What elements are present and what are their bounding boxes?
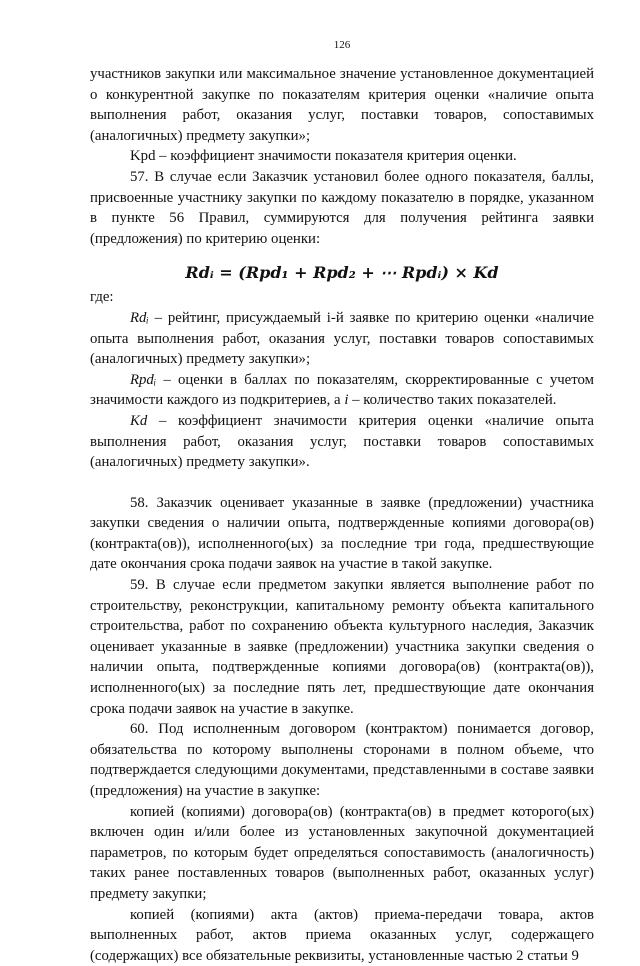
symbol-i: i [344, 392, 349, 409]
definition-rpd-text-b: – количество таких показателей. [348, 392, 557, 409]
paragraph-gap [90, 473, 594, 493]
symbol-kd: Kd [130, 412, 148, 429]
paragraph-57: 57. В случае если Заказчик установил более одного показателя, баллы, присвоенные участнику закупки по каждому показателю в порядке, указанном в пункте 56 Правил, суммируются для получения рейтинга заявки (предложения) по критерию оценки: [90, 168, 594, 247]
paragraph-60-act-copies: копией (копиями) акта (актов) приема-передачи товара, актов выполненных работ, актов приема оказанных услуг, содержащего (содержащих) все обязательные реквизиты, установленные частью 2 статьи 9 [90, 906, 594, 964]
paragraph-continuation: участников закупки или максимальное значение установленное документацией о конкурентной закупке по показателям критерия оценки «наличие опыта выполнения работ, оказания услуг, поставки товаров, сопоставимых (аналогичных) предмету закупки»; [90, 66, 594, 144]
paragraph-58: 58. Заказчик оценивает указанные в заявке (предложении) участника закупки сведения о наличии опыта, подтвержденные копиями договора(ов) (контракта(ов)), исполненного(ых) за последние три года, предшествующие дате окончания срока подачи заявок на участие в такой закупке. [90, 494, 594, 573]
definition-rpd-text-a: – оценки в баллах по показателям, скорректированные с учетом значимости каждого из подкритериев, а [90, 371, 594, 409]
definition-rd [90, 308, 594, 370]
rating-formula: Rdᵢ = (Rpd₁ + Rpd₂ + ⋯ Rpdᵢ) × Kd [185, 263, 499, 283]
paragraph-59: 59. В случае если предметом закупки является выполнение работ по строительству, реконструкции, капитальному ремонту объекта капитального строительства, работ по сохранению объекта культурного наследия, Заказчик оценивает указанные в заявке (предложении) участника закупки сведения о наличии опыта, подтвержденные копиями договора(ов) (контракта(ов)), исполненного(ых) за последние пять лет, предшествующие дате окончания срока подачи заявок на участие в закупке. [90, 577, 594, 717]
symbol-rd: Rdᵢ [130, 309, 149, 326]
definition-rpd [90, 370, 594, 411]
symbol-rpd: Rpdᵢ [130, 371, 157, 388]
definition-rd-text: – рейтинг, присуждаемый i-й заявке по критерию оценки «наличие опыта выполнения работ, оказания услуг, поставки товаров сопоставимых (аналогичных) предмету закупки»; [90, 309, 594, 368]
definition-kd-text: – коэффициент значимости критерия оценки «наличие опыта выполнения работ, оказания услуг, поставки товаров сопоставимых (аналогичных) предмету закупки». [90, 412, 594, 471]
paragraph-kpd-definition: Kpd – коэффициент значимости показателя критерия оценки. [130, 148, 517, 165]
paragraph-60-contract-copies: копией (копиями) договора(ов) (контракта(ов) в предмет которого(ых) включен один и/или более из установленных закупочной документацией параметров, по которым будет определяться сопоставимость (аналогичность) таких ранее поставленных товаров (выполненных работ, оказанных услуг) предмету закупки; [90, 803, 594, 902]
paragraph-60: 60. Под исполненным договором (контрактом) понимается договор, обязательства по которому выполнены сторонами в полном объеме, что подтверждается следующими документами, представленными в составе заявки (предложения) на участие в закупке: [90, 721, 594, 799]
definition-kd [90, 411, 594, 473]
where-label: где: [90, 289, 114, 306]
page-number: 126 [333, 39, 351, 51]
